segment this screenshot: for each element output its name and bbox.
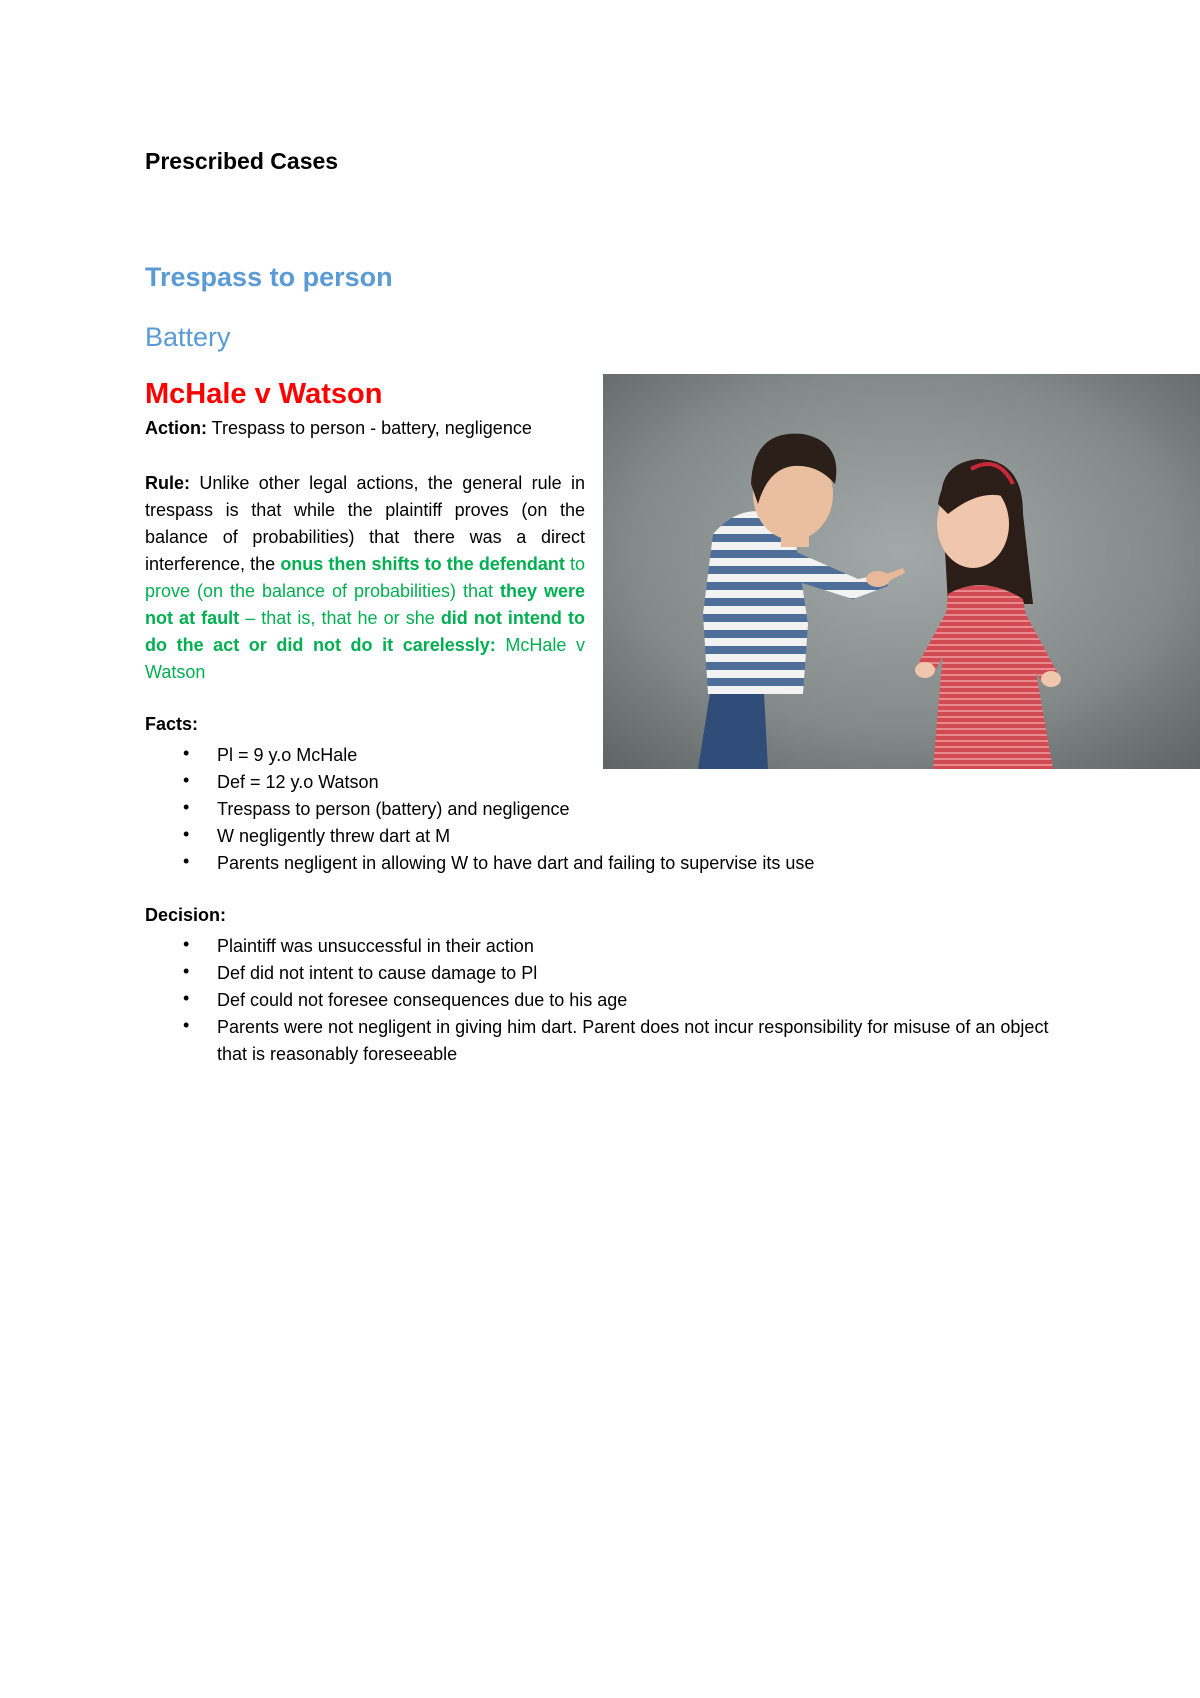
rule-defendant: defendant [478, 554, 565, 574]
case-title: McHale v Watson [145, 378, 383, 410]
heading-battery: Battery [145, 322, 231, 352]
rule-not-fault: they were not at fault [145, 581, 585, 628]
list-item: • Trespass to person (battery) and negligence [183, 797, 570, 819]
list-item: • Def did not intent to cause damage to Pl [183, 961, 538, 983]
case-illustration-photo [603, 374, 1200, 769]
facts-list [145, 742, 1065, 877]
bullet-icon: • [183, 1015, 190, 1035]
list-item: • Def could not foresee consequences due to his age [183, 988, 628, 1010]
case-rule [145, 470, 585, 686]
children-arguing-illustration [603, 374, 1200, 769]
bullet-icon: • [183, 851, 190, 871]
rule-onus: onus then shifts to the [280, 554, 479, 574]
bullet-icon: • [183, 934, 190, 954]
bullet-icon: • [183, 824, 190, 844]
facts-label: Facts: [145, 714, 199, 734]
heading-trespass-to-person: Trespass to person [145, 262, 393, 292]
rule-prove: to prove (on the balance of probabilities) that [145, 554, 585, 601]
rule-citation: McHale v Watson [145, 635, 585, 682]
bullet-icon: • [183, 988, 190, 1008]
decision-list [145, 933, 1065, 1068]
rule-text: Unlike other legal actions, the general rule in trespass is that while the plaintiff proves (on the balance of probabilities) that there was a direct interference, the [145, 473, 585, 574]
list-item: • Plaintiff was unsuccessful in their action [183, 934, 534, 956]
rule-label: Rule: [145, 473, 190, 493]
bullet-icon: • [183, 770, 190, 790]
list-item: • Parents were not negligent in giving him dart. Parent does not incur responsibility for misuse of an object that is reasonably foreseeable [183, 1015, 1049, 1064]
decision-label: Decision: [145, 905, 227, 925]
list-item: • Def = 12 y.o Watson [183, 770, 379, 792]
case-action [145, 418, 532, 439]
bullet-icon: • [183, 797, 190, 817]
list-item: • W negligently threw dart at M [183, 824, 451, 846]
action-text: Trespass to person - battery, negligence [207, 418, 532, 438]
list-item: • Pl = 9 y.o McHale [183, 743, 358, 765]
bullet-icon: • [183, 961, 190, 981]
action-label: Action: [145, 418, 207, 438]
document-title: Prescribed Cases [145, 148, 339, 174]
rule-not-intend: did not intend to do the act or did not do it carelessly: [145, 608, 585, 655]
list-item: • Parents negligent in allowing W to have dart and failing to supervise its use [183, 851, 815, 873]
bullet-icon: • [183, 743, 190, 763]
rule-that-is: – that is, that he or she [239, 608, 441, 628]
